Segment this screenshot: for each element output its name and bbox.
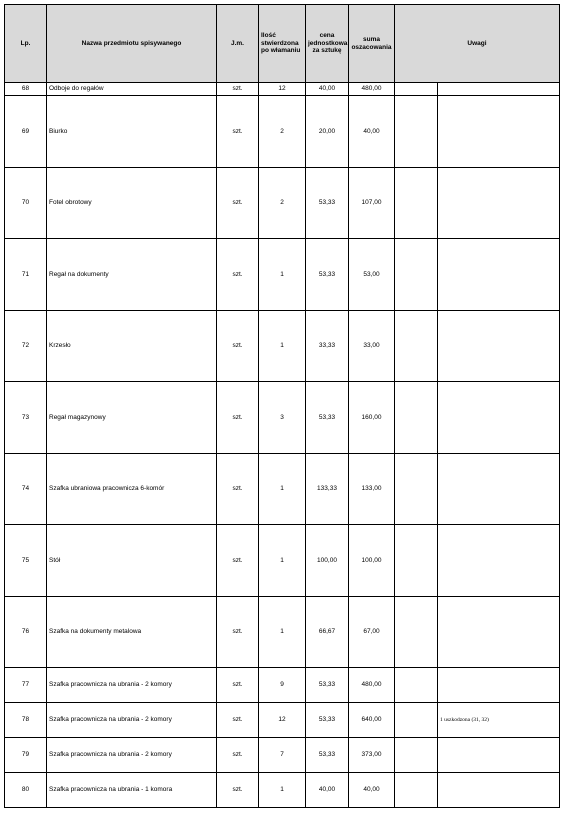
row-sum: 480,00 xyxy=(349,668,395,703)
row-note xyxy=(438,382,560,454)
row-price: 53,33 xyxy=(306,239,349,311)
row-qty: 9 xyxy=(259,668,306,703)
row-unit: szt. xyxy=(217,596,259,668)
table-row xyxy=(5,83,560,96)
row-unit: szt. xyxy=(217,773,259,808)
table-row xyxy=(5,310,560,382)
row-qty: 3 xyxy=(259,382,306,454)
row-sum: 67,00 xyxy=(349,596,395,668)
row-sum: 53,00 xyxy=(349,239,395,311)
row-qty: 12 xyxy=(259,83,306,96)
table-row xyxy=(5,96,560,168)
row-name: Szafka pracownicza na ubrania - 1 komora xyxy=(47,773,217,808)
row-note-a xyxy=(395,239,438,311)
header-lp: Lp. xyxy=(5,5,47,83)
row-note xyxy=(438,453,560,525)
table-row xyxy=(5,239,560,311)
table-row xyxy=(5,525,560,597)
row-lp: 75 xyxy=(5,525,47,597)
row-note xyxy=(438,773,560,808)
row-price: 40,00 xyxy=(306,773,349,808)
row-lp: 80 xyxy=(5,773,47,808)
header-notes: Uwagi xyxy=(395,5,560,83)
row-sum: 40,00 xyxy=(349,773,395,808)
row-price: 20,00 xyxy=(306,96,349,168)
row-name: Szafka pracownicza na ubrania - 2 komory xyxy=(47,703,217,738)
row-unit: szt. xyxy=(217,668,259,703)
row-price: 133,33 xyxy=(306,453,349,525)
row-price: 53,33 xyxy=(306,167,349,239)
row-note xyxy=(438,525,560,597)
row-note-a xyxy=(395,96,438,168)
header-sum: suma oszacowania xyxy=(349,5,395,83)
row-unit: szt. xyxy=(217,382,259,454)
row-price: 100,00 xyxy=(306,525,349,597)
row-sum: 100,00 xyxy=(349,525,395,597)
table-row xyxy=(5,453,560,525)
row-name: Regał na dokumenty xyxy=(47,239,217,311)
header-unit: J.m. xyxy=(217,5,259,83)
row-qty: 12 xyxy=(259,703,306,738)
row-sum: 640,00 xyxy=(349,703,395,738)
row-unit: szt. xyxy=(217,703,259,738)
row-unit: szt. xyxy=(217,453,259,525)
table-row xyxy=(5,668,560,703)
row-note-a xyxy=(395,773,438,808)
row-note xyxy=(438,239,560,311)
row-unit: szt. xyxy=(217,96,259,168)
row-lp: 71 xyxy=(5,239,47,311)
row-lp: 79 xyxy=(5,738,47,773)
row-price: 53,33 xyxy=(306,738,349,773)
header-row xyxy=(5,5,560,83)
row-name: Szafka na dokumenty metalowa xyxy=(47,596,217,668)
row-name: Szafka pracownicza na ubrania - 2 komory xyxy=(47,668,217,703)
row-qty: 1 xyxy=(259,773,306,808)
row-note xyxy=(438,668,560,703)
row-note xyxy=(438,738,560,773)
row-note-a xyxy=(395,453,438,525)
row-note-a xyxy=(395,310,438,382)
row-lp: 76 xyxy=(5,596,47,668)
row-price: 53,33 xyxy=(306,703,349,738)
row-unit: szt. xyxy=(217,738,259,773)
row-sum: 40,00 xyxy=(349,96,395,168)
row-lp: 70 xyxy=(5,167,47,239)
row-lp: 69 xyxy=(5,96,47,168)
row-price: 53,33 xyxy=(306,668,349,703)
inventory-table xyxy=(4,4,560,808)
row-qty: 2 xyxy=(259,96,306,168)
row-lp: 78 xyxy=(5,703,47,738)
row-price: 66,67 xyxy=(306,596,349,668)
row-note-a xyxy=(395,167,438,239)
row-unit: szt. xyxy=(217,83,259,96)
row-qty: 2 xyxy=(259,167,306,239)
row-name: Szafka pracownicza na ubrania - 2 komory xyxy=(47,738,217,773)
table-row xyxy=(5,167,560,239)
row-sum: 107,00 xyxy=(349,167,395,239)
row-sum: 160,00 xyxy=(349,382,395,454)
row-lp: 74 xyxy=(5,453,47,525)
row-lp: 68 xyxy=(5,83,47,96)
table-row xyxy=(5,703,560,738)
row-qty: 7 xyxy=(259,738,306,773)
row-qty: 1 xyxy=(259,239,306,311)
row-name: Krzesło xyxy=(47,310,217,382)
row-lp: 77 xyxy=(5,668,47,703)
table-row xyxy=(5,773,560,808)
row-sum: 373,00 xyxy=(349,738,395,773)
row-lp: 73 xyxy=(5,382,47,454)
row-name: Szafka ubraniowa pracownicza 6-komór xyxy=(47,453,217,525)
row-unit: szt. xyxy=(217,525,259,597)
row-note-a xyxy=(395,738,438,773)
header-qty: Ilość stwierdzona po włamaniu xyxy=(259,5,306,83)
header-name: Nazwa przedmiotu spisywanego xyxy=(47,5,217,83)
row-note xyxy=(438,310,560,382)
header-unit-price: cena jednostkowa za sztukę xyxy=(306,5,349,83)
row-note-a xyxy=(395,525,438,597)
row-name: Regał magazynowy xyxy=(47,382,217,454)
row-qty: 1 xyxy=(259,310,306,382)
row-name: Stół xyxy=(47,525,217,597)
row-note xyxy=(438,596,560,668)
row-price: 33,33 xyxy=(306,310,349,382)
row-note xyxy=(438,83,560,96)
row-sum: 33,00 xyxy=(349,310,395,382)
row-qty: 1 xyxy=(259,453,306,525)
row-note-a xyxy=(395,83,438,96)
row-unit: szt. xyxy=(217,239,259,311)
row-price: 40,00 xyxy=(306,83,349,96)
row-name: Biurko xyxy=(47,96,217,168)
row-note-a xyxy=(395,596,438,668)
row-note: 1 uszkodzona (31, 32) xyxy=(438,703,560,738)
table-row xyxy=(5,738,560,773)
row-note xyxy=(438,96,560,168)
row-qty: 1 xyxy=(259,596,306,668)
row-note xyxy=(438,167,560,239)
row-name: Odboje do regałów xyxy=(47,83,217,96)
row-note-a xyxy=(395,703,438,738)
row-unit: szt. xyxy=(217,167,259,239)
row-note-a xyxy=(395,668,438,703)
row-lp: 72 xyxy=(5,310,47,382)
row-name: Fotel obrotowy xyxy=(47,167,217,239)
table-row xyxy=(5,382,560,454)
table-row xyxy=(5,596,560,668)
row-unit: szt. xyxy=(217,310,259,382)
row-sum: 480,00 xyxy=(349,83,395,96)
row-price: 53,33 xyxy=(306,382,349,454)
row-note-a xyxy=(395,382,438,454)
row-sum: 133,00 xyxy=(349,453,395,525)
row-qty: 1 xyxy=(259,525,306,597)
